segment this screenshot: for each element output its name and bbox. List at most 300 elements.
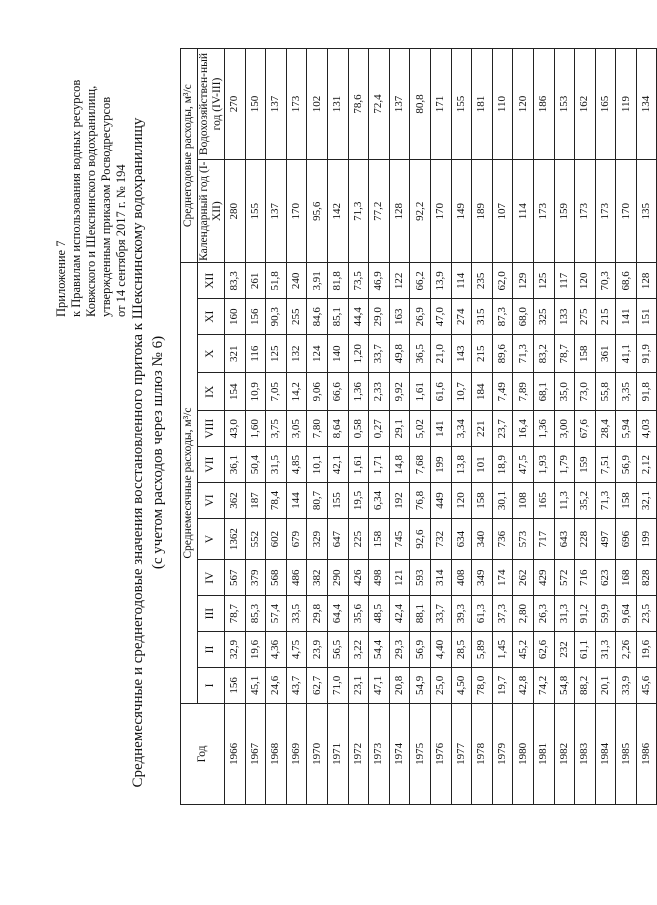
monthly-value-cell: 156 [245, 299, 266, 335]
table-row [554, 49, 575, 805]
monthly-value-cell: 174 [492, 560, 513, 596]
monthly-value-cell: 33,7 [430, 596, 451, 632]
monthly-value-cell: 7,49 [492, 373, 513, 411]
monthly-value-cell: 151 [636, 299, 657, 335]
monthly-value-cell: 91,8 [636, 373, 657, 411]
monthly-value-cell: 108 [513, 483, 534, 519]
monthly-value-cell: 221 [472, 411, 493, 447]
table-row [286, 49, 307, 805]
water-year-value-cell: 162 [575, 49, 596, 160]
water-year-value-cell: 102 [307, 49, 328, 160]
monthly-value-cell: 28,5 [451, 632, 472, 668]
monthly-value-cell: 745 [389, 518, 410, 559]
monthly-value-cell: 255 [286, 299, 307, 335]
monthly-value-cell: 43,7 [286, 667, 307, 703]
monthly-value-cell: 3,75 [266, 411, 287, 447]
monthly-value-cell: 124 [307, 335, 328, 373]
monthly-value-cell: 1,79 [554, 447, 575, 483]
monthly-value-cell: 54,4 [369, 632, 390, 668]
monthly-value-cell: 382 [307, 560, 328, 596]
monthly-value-cell: 14,8 [389, 447, 410, 483]
monthly-value-cell: 4,40 [430, 632, 451, 668]
table-row [492, 49, 513, 805]
monthly-value-cell: 71,3 [513, 335, 534, 373]
monthly-value-cell: 290 [327, 560, 348, 596]
monthly-value-cell: 156 [225, 667, 246, 703]
month-header: VIII [198, 411, 225, 447]
monthly-value-cell: 235 [472, 263, 493, 299]
water-year-value-cell: 150 [245, 49, 266, 160]
calendar-year-value-cell: 189 [472, 160, 493, 263]
year-cell: 1974 [389, 703, 410, 804]
header-line: от 14 сентября 2017 г. № 194 [114, 164, 128, 317]
monthly-value-cell: 449 [430, 483, 451, 519]
monthly-value-cell: 329 [307, 518, 328, 559]
water-year-value-cell: 165 [595, 49, 616, 160]
monthly-value-cell: 9,06 [307, 373, 328, 411]
table-row [472, 49, 493, 805]
monthly-value-cell: 91,9 [636, 335, 657, 373]
water-year-value-cell: 131 [327, 49, 348, 160]
monthly-value-cell: 679 [286, 518, 307, 559]
monthly-value-cell: 168 [616, 560, 637, 596]
monthly-value-cell: 56,9 [616, 447, 637, 483]
monthly-value-cell: 261 [245, 263, 266, 299]
monthly-value-cell: 3,22 [348, 632, 369, 668]
calendar-year-value-cell: 71,3 [348, 160, 369, 263]
monthly-value-cell: 87,3 [492, 299, 513, 335]
monthly-value-cell: 361 [595, 335, 616, 373]
monthly-value-cell: 8,64 [327, 411, 348, 447]
monthly-value-cell: 732 [430, 518, 451, 559]
monthly-value-cell: 426 [348, 560, 369, 596]
month-header: V [198, 518, 225, 559]
monthly-value-cell: 67,6 [575, 411, 596, 447]
monthly-value-cell: 2,12 [636, 447, 657, 483]
monthly-value-cell: 45,6 [636, 667, 657, 703]
monthly-value-cell: 68,0 [513, 299, 534, 335]
month-header: X [198, 335, 225, 373]
header-line: Приложение 7 [54, 240, 68, 317]
monthly-value-cell: 23,1 [348, 667, 369, 703]
monthly-header: Среднемесячные расходы, м³/с [181, 263, 198, 703]
monthly-value-cell: 7,05 [266, 373, 287, 411]
monthly-value-cell: 42,8 [513, 667, 534, 703]
water-year-value-cell: 137 [266, 49, 287, 160]
monthly-value-cell: 572 [554, 560, 575, 596]
monthly-value-cell: 32,9 [225, 632, 246, 668]
calendar-year-value-cell: 149 [451, 160, 472, 263]
water-year-value-cell: 270 [225, 49, 246, 160]
calendar-year-value-cell: 280 [225, 160, 246, 263]
monthly-value-cell: 42,1 [327, 447, 348, 483]
monthly-value-cell: 46,9 [369, 263, 390, 299]
monthly-value-cell: 132 [286, 335, 307, 373]
header-line: утвержденным приказом Росводресурсов [99, 96, 113, 317]
monthly-value-cell: 88,1 [410, 596, 431, 632]
monthly-value-cell: 89,6 [492, 335, 513, 373]
monthly-value-cell: 78,4 [266, 483, 287, 519]
monthly-value-cell: 21,0 [430, 335, 451, 373]
monthly-value-cell: 4,03 [636, 411, 657, 447]
monthly-value-cell: 158 [369, 518, 390, 559]
monthly-value-cell: 73,5 [348, 263, 369, 299]
year-cell: 1981 [533, 703, 554, 804]
table-row [348, 49, 369, 805]
monthly-value-cell: 59,9 [595, 596, 616, 632]
monthly-value-cell: 158 [616, 483, 637, 519]
monthly-value-cell: 1,61 [348, 447, 369, 483]
monthly-value-cell: 84,6 [307, 299, 328, 335]
water-year-header: Водохозяйствен-ный год (IV-III) [198, 49, 225, 160]
monthly-value-cell: 26,3 [533, 596, 554, 632]
monthly-value-cell: 23,9 [307, 632, 328, 668]
monthly-value-cell: 5,02 [410, 411, 431, 447]
calendar-year-value-cell: 92,2 [410, 160, 431, 263]
water-year-value-cell: 186 [533, 49, 554, 160]
table-row [575, 49, 596, 805]
inflow-table [180, 48, 657, 805]
monthly-value-cell: 39,3 [451, 596, 472, 632]
monthly-value-cell: 23,7 [492, 411, 513, 447]
monthly-value-cell: 486 [286, 560, 307, 596]
calendar-year-value-cell: 142 [327, 160, 348, 263]
water-year-value-cell: 137 [389, 49, 410, 160]
table-row [533, 49, 554, 805]
water-year-value-cell: 120 [513, 49, 534, 160]
annual-header: Среднегодовые расходы, м³/с [181, 49, 198, 263]
calendar-year-value-cell: 77,2 [369, 160, 390, 263]
year-cell: 1975 [410, 703, 431, 804]
monthly-value-cell: 125 [533, 263, 554, 299]
table-row [616, 49, 637, 805]
month-header: IX [198, 373, 225, 411]
monthly-value-cell: 61,1 [575, 632, 596, 668]
header-line: к Правилам использования водных ресурсов [69, 79, 83, 317]
year-cell: 1985 [616, 703, 637, 804]
monthly-value-cell: 379 [245, 560, 266, 596]
table-row [225, 49, 246, 805]
table-body [225, 49, 657, 805]
monthly-value-cell: 37,3 [492, 596, 513, 632]
year-cell: 1977 [451, 703, 472, 804]
year-cell: 1986 [636, 703, 657, 804]
monthly-value-cell: 2,80 [513, 596, 534, 632]
monthly-value-cell: 51,8 [266, 263, 287, 299]
monthly-value-cell: 3,05 [286, 411, 307, 447]
monthly-value-cell: 47,0 [430, 299, 451, 335]
monthly-value-cell: 163 [389, 299, 410, 335]
monthly-value-cell: 314 [430, 560, 451, 596]
monthly-value-cell: 128 [636, 263, 657, 299]
monthly-value-cell: 498 [369, 560, 390, 596]
monthly-value-cell: 68,1 [533, 373, 554, 411]
monthly-value-cell: 81,8 [327, 263, 348, 299]
monthly-value-cell: 199 [430, 447, 451, 483]
monthly-value-cell: 78,7 [554, 335, 575, 373]
monthly-value-cell: 9,64 [616, 596, 637, 632]
monthly-value-cell: 199 [636, 518, 657, 559]
monthly-value-cell: 83,2 [533, 335, 554, 373]
monthly-value-cell: 828 [636, 560, 657, 596]
year-cell: 1973 [369, 703, 390, 804]
monthly-value-cell: 85,3 [245, 596, 266, 632]
water-year-value-cell: 181 [472, 49, 493, 160]
monthly-value-cell: 68,6 [616, 263, 637, 299]
monthly-value-cell: 696 [616, 518, 637, 559]
monthly-value-cell: 158 [472, 483, 493, 519]
monthly-value-cell: 0,58 [348, 411, 369, 447]
water-year-value-cell: 110 [492, 49, 513, 160]
monthly-value-cell: 28,4 [595, 411, 616, 447]
monthly-value-cell: 3,35 [616, 373, 637, 411]
monthly-value-cell: 184 [472, 373, 493, 411]
monthly-value-cell: 61,6 [430, 373, 451, 411]
table-row [513, 49, 534, 805]
monthly-value-cell: 47,5 [513, 447, 534, 483]
monthly-value-cell: 78,0 [472, 667, 493, 703]
monthly-value-cell: 33,7 [369, 335, 390, 373]
monthly-value-cell: 10,7 [451, 373, 472, 411]
monthly-value-cell: 120 [575, 263, 596, 299]
year-cell: 1967 [245, 703, 266, 804]
monthly-value-cell: 187 [245, 483, 266, 519]
monthly-value-cell: 274 [451, 299, 472, 335]
monthly-value-cell: 716 [575, 560, 596, 596]
monthly-value-cell: 45,2 [513, 632, 534, 668]
monthly-value-cell: 20,8 [389, 667, 410, 703]
monthly-value-cell: 114 [451, 263, 472, 299]
monthly-value-cell: 321 [225, 335, 246, 373]
monthly-value-cell: 408 [451, 560, 472, 596]
year-cell: 1983 [575, 703, 596, 804]
monthly-value-cell: 13,8 [451, 447, 472, 483]
monthly-value-cell: 1,60 [245, 411, 266, 447]
monthly-value-cell: 121 [389, 560, 410, 596]
monthly-value-cell: 120 [451, 483, 472, 519]
monthly-value-cell: 91,2 [575, 596, 596, 632]
table-row [636, 49, 657, 805]
water-year-value-cell: 78,6 [348, 49, 369, 160]
monthly-value-cell: 4,50 [451, 667, 472, 703]
calendar-year-header: Календарный год (I-XII) [198, 161, 223, 261]
calendar-year-value-cell: 170 [286, 160, 307, 263]
calendar-year-value-cell: 114 [513, 160, 534, 263]
monthly-value-cell: 55,8 [595, 373, 616, 411]
monthly-value-cell: 362 [225, 483, 246, 519]
monthly-value-cell: 61,3 [472, 596, 493, 632]
monthly-value-cell: 141 [430, 411, 451, 447]
monthly-value-cell: 623 [595, 560, 616, 596]
year-cell: 1979 [492, 703, 513, 804]
monthly-value-cell: 62,0 [492, 263, 513, 299]
monthly-value-cell: 29,1 [389, 411, 410, 447]
year-cell: 1971 [327, 703, 348, 804]
monthly-value-cell: 133 [554, 299, 575, 335]
calendar-year-value-cell: 155 [245, 160, 266, 263]
monthly-value-cell: 29,0 [369, 299, 390, 335]
monthly-value-cell: 16,4 [513, 411, 534, 447]
monthly-value-cell: 20,1 [595, 667, 616, 703]
monthly-value-cell: 83,3 [225, 263, 246, 299]
monthly-value-cell: 1,71 [369, 447, 390, 483]
monthly-value-cell: 62,7 [307, 667, 328, 703]
water-year-value-cell: 173 [286, 49, 307, 160]
monthly-value-cell: 143 [451, 335, 472, 373]
monthly-value-cell: 4,75 [286, 632, 307, 668]
table-row [595, 49, 616, 805]
monthly-value-cell: 92,6 [410, 518, 431, 559]
year-cell: 1969 [286, 703, 307, 804]
monthly-value-cell: 602 [266, 518, 287, 559]
monthly-value-cell: 144 [286, 483, 307, 519]
monthly-value-cell: 717 [533, 518, 554, 559]
table-row [245, 49, 266, 805]
monthly-value-cell: 36,5 [410, 335, 431, 373]
monthly-value-cell: 19,6 [636, 632, 657, 668]
calendar-year-value-cell: 137 [266, 160, 287, 263]
monthly-value-cell: 568 [266, 560, 287, 596]
monthly-value-cell: 643 [554, 518, 575, 559]
month-header: II [198, 632, 225, 668]
monthly-value-cell: 129 [513, 263, 534, 299]
monthly-value-cell: 54,8 [554, 667, 575, 703]
monthly-value-cell: 26,9 [410, 299, 431, 335]
monthly-value-cell: 593 [410, 560, 431, 596]
monthly-value-cell: 3,91 [307, 263, 328, 299]
month-header: XI [198, 299, 225, 335]
monthly-value-cell: 0,27 [369, 411, 390, 447]
monthly-value-cell: 159 [575, 447, 596, 483]
monthly-value-cell: 33,9 [616, 667, 637, 703]
document-title: Среднемесячные и среднегодовые значения восстановленного притока к Шекснинскому водохранилищу [130, 117, 146, 788]
month-header: XII [198, 263, 225, 299]
monthly-value-cell: 90,3 [266, 299, 287, 335]
calendar-year-value-cell: 170 [616, 160, 637, 263]
monthly-value-cell: 325 [533, 299, 554, 335]
monthly-value-cell: 45,1 [245, 667, 266, 703]
appendix-header [54, 17, 129, 317]
monthly-value-cell: 85,1 [327, 299, 348, 335]
calendar-year-value-cell: 135 [636, 160, 657, 263]
water-year-value-cell: 72,4 [369, 49, 390, 160]
monthly-value-cell: 71,3 [595, 483, 616, 519]
monthly-value-cell: 736 [492, 518, 513, 559]
monthly-value-cell: 5,94 [616, 411, 637, 447]
monthly-value-cell: 4,85 [286, 447, 307, 483]
monthly-value-cell: 228 [575, 518, 596, 559]
monthly-value-cell: 1362 [225, 518, 246, 559]
month-header: I [198, 667, 225, 703]
monthly-value-cell: 1,93 [533, 447, 554, 483]
monthly-value-cell: 225 [348, 518, 369, 559]
monthly-value-cell: 117 [554, 263, 575, 299]
monthly-value-cell: 50,4 [245, 447, 266, 483]
monthly-value-cell: 155 [327, 483, 348, 519]
monthly-value-cell: 10,9 [245, 373, 266, 411]
monthly-value-cell: 4,36 [266, 632, 287, 668]
monthly-value-cell: 18,9 [492, 447, 513, 483]
water-year-value-cell: 153 [554, 49, 575, 160]
monthly-value-cell: 76,8 [410, 483, 431, 519]
monthly-value-cell: 19,7 [492, 667, 513, 703]
monthly-value-cell: 70,3 [595, 263, 616, 299]
monthly-value-cell: 47,1 [369, 667, 390, 703]
document-subtitle: (с учетом расходов через шлюз № 6) [150, 335, 166, 570]
monthly-value-cell: 19,5 [348, 483, 369, 519]
monthly-value-cell: 567 [225, 560, 246, 596]
monthly-value-cell: 54,9 [410, 667, 431, 703]
monthly-value-cell: 3,34 [451, 411, 472, 447]
monthly-value-cell: 41,1 [616, 335, 637, 373]
monthly-value-cell: 2,26 [616, 632, 637, 668]
year-cell: 1966 [225, 703, 246, 804]
calendar-year-value-cell: 173 [575, 160, 596, 263]
table-row [410, 49, 431, 805]
water-year-value-cell: 155 [451, 49, 472, 160]
calendar-year-value-cell: 107 [492, 160, 513, 263]
monthly-value-cell: 48,5 [369, 596, 390, 632]
monthly-value-cell: 44,4 [348, 299, 369, 335]
calendar-year-value-cell: 173 [533, 160, 554, 263]
month-header: III [198, 596, 225, 632]
monthly-value-cell: 56,5 [327, 632, 348, 668]
month-header: IV [198, 560, 225, 596]
year-cell: 1976 [430, 703, 451, 804]
monthly-value-cell: 165 [533, 483, 554, 519]
monthly-value-cell: 2,33 [369, 373, 390, 411]
water-year-value-cell: 119 [616, 49, 637, 160]
monthly-value-cell: 66,6 [327, 373, 348, 411]
table-row [327, 49, 348, 805]
monthly-value-cell: 32,1 [636, 483, 657, 519]
monthly-value-cell: 31,5 [266, 447, 287, 483]
table-row [451, 49, 472, 805]
monthly-value-cell: 340 [472, 518, 493, 559]
year-cell: 1984 [595, 703, 616, 804]
monthly-value-cell: 33,5 [286, 596, 307, 632]
monthly-value-cell: 23,5 [636, 596, 657, 632]
calendar-year-value-cell: 95,6 [307, 160, 328, 263]
monthly-value-cell: 14,2 [286, 373, 307, 411]
monthly-value-cell: 80,7 [307, 483, 328, 519]
monthly-value-cell: 647 [327, 518, 348, 559]
year-cell: 1968 [266, 703, 287, 804]
monthly-value-cell: 19,6 [245, 632, 266, 668]
monthly-value-cell: 71,0 [327, 667, 348, 703]
year-cell: 1980 [513, 703, 534, 804]
monthly-value-cell: 315 [472, 299, 493, 335]
monthly-value-cell: 7,89 [513, 373, 534, 411]
monthly-value-cell: 49,8 [389, 335, 410, 373]
monthly-value-cell: 215 [595, 299, 616, 335]
monthly-value-cell: 31,3 [554, 596, 575, 632]
monthly-value-cell: 29,3 [389, 632, 410, 668]
monthly-value-cell: 160 [225, 299, 246, 335]
monthly-value-cell: 43,0 [225, 411, 246, 447]
month-header: VII [198, 447, 225, 483]
year-cell: 1978 [472, 703, 493, 804]
monthly-value-cell: 66,2 [410, 263, 431, 299]
year-cell: 1982 [554, 703, 575, 804]
monthly-value-cell: 192 [389, 483, 410, 519]
monthly-value-cell: 31,3 [595, 632, 616, 668]
monthly-value-cell: 140 [327, 335, 348, 373]
monthly-value-cell: 634 [451, 518, 472, 559]
monthly-value-cell: 64,4 [327, 596, 348, 632]
monthly-value-cell: 158 [575, 335, 596, 373]
monthly-value-cell: 1,36 [533, 411, 554, 447]
